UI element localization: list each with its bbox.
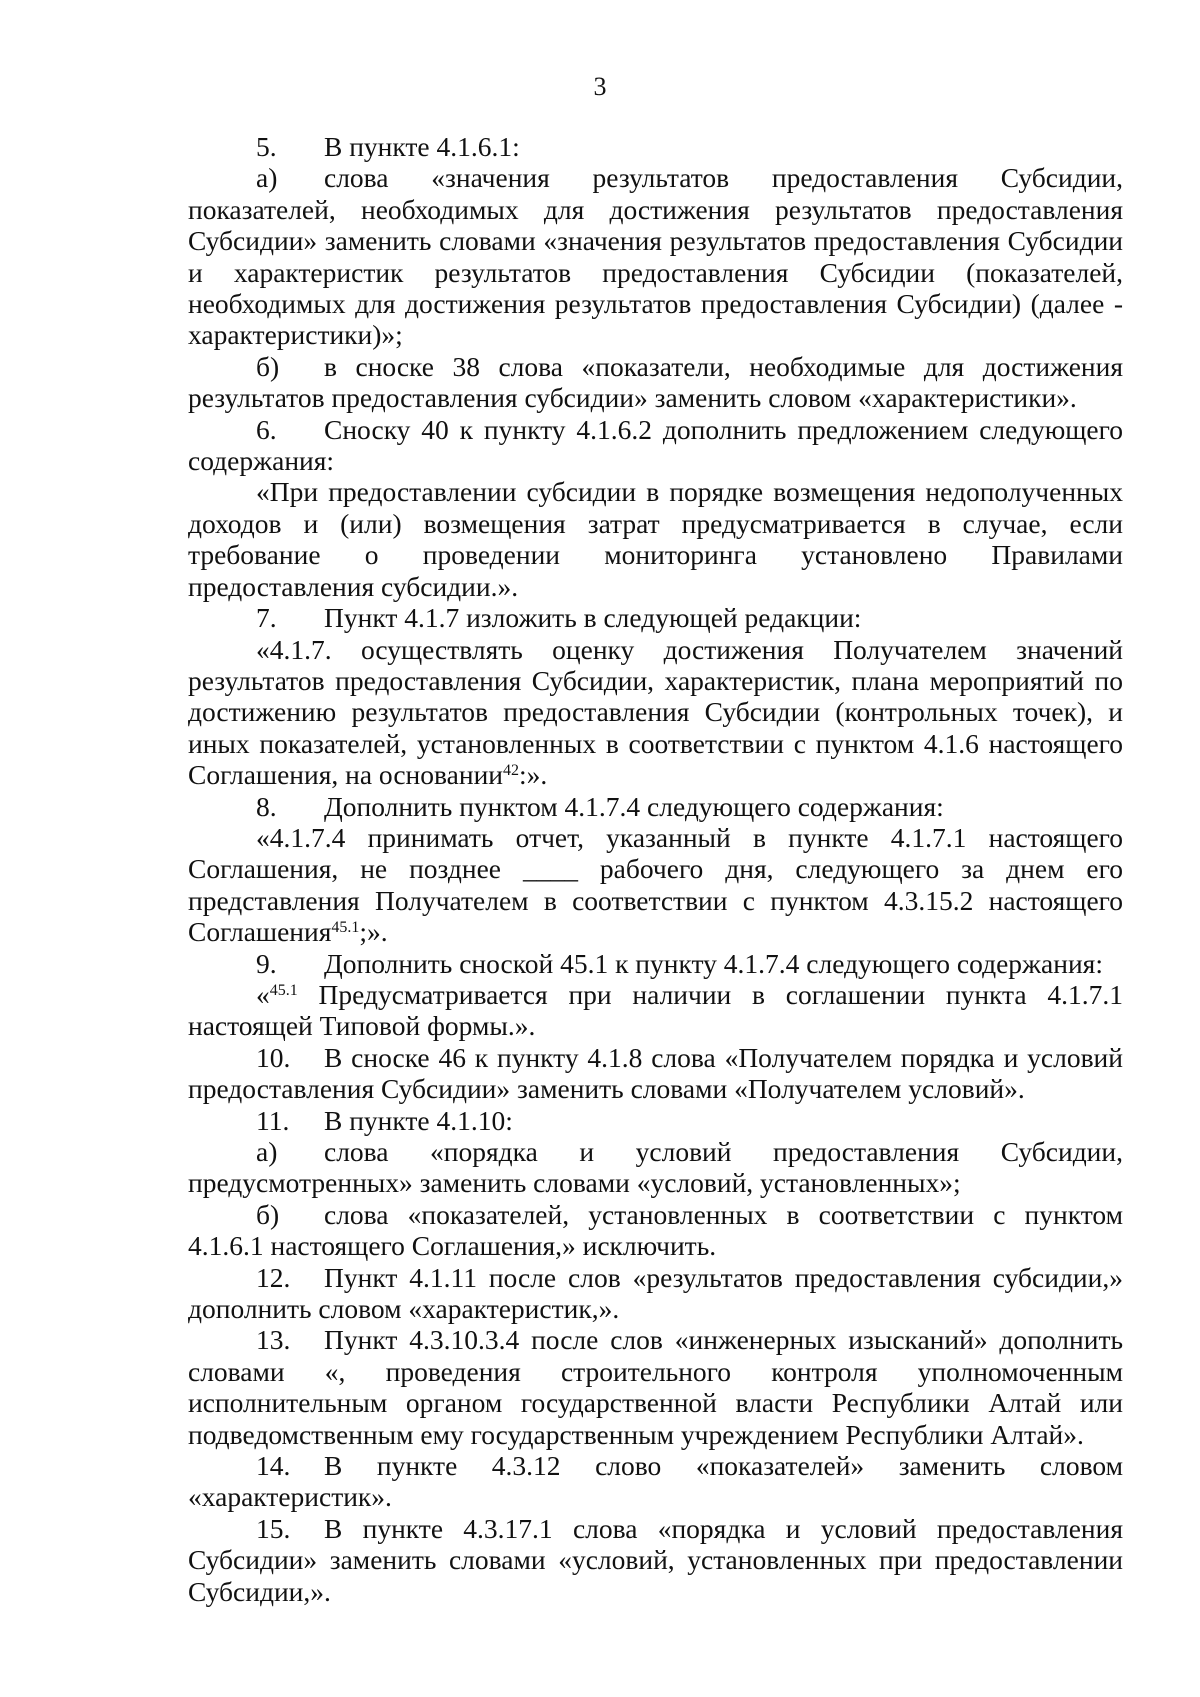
paragraph-marker: 15. (256, 1512, 291, 1544)
paragraph-prefix: « (256, 978, 270, 1010)
paragraph (188, 979, 1123, 1042)
paragraph (188, 948, 1123, 979)
paragraph (188, 414, 1123, 477)
paragraph (188, 634, 1123, 791)
paragraph-text: В пункте 4.3.17.1 слова «порядка и условий предоставления Субсидии» заменить словами «условий, установленных при предоставлении Субсидии,». (188, 1512, 1123, 1607)
paragraph-marker: а) (256, 162, 278, 194)
paragraph-text: Сноску 40 к пункту 4.1.6.2 дополнить предложением следующего содержания: (188, 413, 1123, 477)
paragraph-marker: 13. (256, 1324, 291, 1356)
paragraph-text: Предусматривается при наличии в соглашении пункта 4.1.7.1 настоящей Типовой формы.». (188, 978, 1123, 1042)
paragraph-marker: 6. (256, 413, 277, 445)
paragraph-text: В сноске 46 к пункту 4.1.8 слова «Получателем порядка и условий предоставления Субсидии» заменить словами «Получателем условий». (188, 1041, 1123, 1105)
paragraph-text: «При предоставлении субсидии в порядке возмещения недополученных доходов и (или) возмещения затрат предусматривается в случае, если требование о проведении мониторинга установлено Правилами предоставления субсидии.». (188, 476, 1123, 602)
paragraph-marker: 8. (256, 790, 277, 822)
paragraph (188, 1105, 1123, 1136)
paragraph-text: «4.1.7. осуществлять оценку достижения Получателем значений результатов предоставления Субсидии, характеристик, плана мероприятий по достижению результатов предоставления Субсидии (контрольных точек), и иных показателей, установленных в соответствии с пунктом 4.1.6 настоящего Соглашения, на основании (188, 633, 1123, 791)
paragraph (188, 602, 1123, 633)
paragraph-text: В пункте 4.3.12 слово «показателей» заменить словом «характеристик». (188, 1450, 1123, 1513)
paragraph-marker: 12. (256, 1261, 291, 1293)
paragraph (188, 476, 1123, 602)
paragraph (188, 1136, 1123, 1199)
paragraph-marker: б) (256, 1198, 280, 1230)
paragraph-text: в сноске 38 слова «показатели, необходимые для достижения результатов предоставления субсидии» заменить словом «характеристики». (188, 350, 1123, 414)
paragraph (188, 162, 1123, 350)
paragraph-text-tail: :». (519, 759, 548, 791)
footnote-reference: 45.1 (331, 919, 360, 937)
paragraph-text: Дополнить пунктом 4.1.7.4 следующего содержания: (324, 790, 944, 822)
paragraph-text: Пункт 4.1.7 изложить в следующей редакции: (324, 602, 862, 634)
paragraph-text: Пункт 4.1.11 после слов «результатов предоставления субсидии,» дополнить словом «характеристик,». (188, 1261, 1123, 1325)
paragraph (188, 351, 1123, 414)
paragraph-text: «4.1.7.4 принимать отчет, указанный в пункте 4.1.7.1 настоящего Соглашения, не позднее ____ рабочего дня, следующего за днем его представления Получателем в соответствии с пунктом 4.3.15.2 настоящего Соглашения (188, 821, 1123, 948)
paragraph-text: В пункте 4.1.6.1: (324, 131, 520, 162)
paragraph (188, 1262, 1123, 1325)
paragraph-marker: а) (256, 1136, 278, 1167)
paragraph-text: В пункте 4.1.10: (324, 1104, 513, 1136)
paragraph (188, 1324, 1123, 1450)
paragraph-marker: 10. (256, 1041, 291, 1073)
paragraph-marker: 11. (256, 1104, 290, 1136)
paragraph-marker: 5. (256, 131, 277, 162)
paragraph-text: Дополнить сноской 45.1 к пункту 4.1.7.4 следующего содержания: (324, 947, 1103, 979)
paragraph-marker: 9. (256, 947, 277, 979)
paragraph (188, 1199, 1123, 1262)
paragraph (188, 131, 1123, 162)
document-body (188, 131, 1123, 1607)
paragraph-marker: 14. (256, 1450, 291, 1482)
paragraph-text: Пункт 4.3.10.3.4 после слов «инженерных изысканий» дополнить словами «, проведения строительного контроля уполномоченным исполнительным органом государственной власти Республики Алтай или подведомственным ему государственным учреждением Республики Алтай». (188, 1324, 1123, 1450)
paragraph-text: слова «показателей, установленных в соответствии с пунктом 4.1.6.1 настоящего Соглашения,» исключить. (188, 1198, 1123, 1262)
paragraph (188, 1450, 1123, 1513)
paragraph-text: слова «значения результатов предоставления Субсидии, показателей, необходимых для достижения результатов предоставления Субсидии» заменить словами «значения результатов предоставления Субсидии и характеристик результатов предоставления Субсидии (показателей, необходимых для достижения результатов предоставления Субсидии) (далее - характеристики)»; (188, 162, 1123, 351)
footnote-reference: 42 (503, 762, 520, 780)
paragraph (188, 1042, 1123, 1105)
paragraph-marker: б) (256, 350, 280, 382)
paragraph-marker: 7. (256, 602, 277, 634)
paragraph (188, 791, 1123, 822)
paragraph (188, 822, 1123, 948)
paragraph-text: слова «порядка и условий предоставления Субсидии, предусмотренных» заменить словами «условий, установленных»; (188, 1136, 1123, 1199)
paragraph (188, 1513, 1123, 1607)
paragraph-text-tail: ;». (359, 916, 388, 948)
page-number: 3 (593, 72, 607, 101)
footnote-reference: 45.1 (269, 982, 298, 1000)
